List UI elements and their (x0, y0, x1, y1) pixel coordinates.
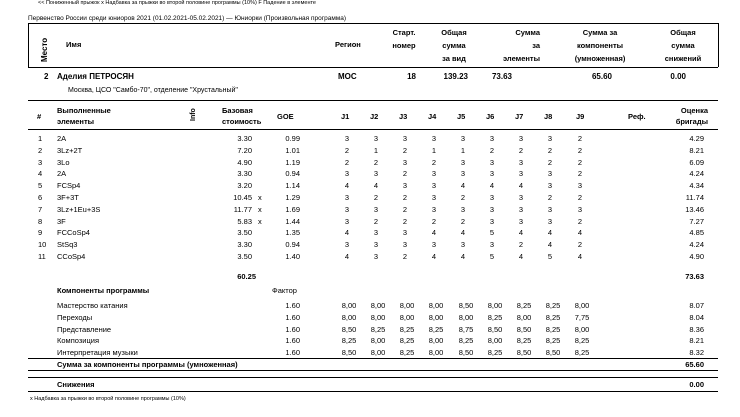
judge-5-score: 3 (460, 157, 466, 167)
base-value-header: Базовая стоимость (222, 106, 262, 126)
judge-1-score: 4 (344, 181, 350, 191)
judge-7-score: 4 (518, 228, 524, 238)
component-judge-5-score: 8,50 (458, 348, 474, 358)
component-judge-5-score: 8,25 (458, 336, 474, 346)
judge-9-score: 2 (577, 216, 583, 226)
judge-3-score: 2 (402, 204, 408, 214)
referee-header: Реф. (628, 112, 646, 121)
skater-place: 2 (44, 72, 49, 81)
element-row (0, 134, 740, 146)
judge-4-score: 3 (431, 193, 437, 202)
component-judge-5-score: 8,00 (458, 312, 474, 322)
component-judge-4-score: 8,00 (428, 301, 444, 310)
judge-7-score: 4 (518, 181, 524, 191)
judge-header-5: J5 (457, 112, 466, 121)
element-number: 7 (38, 204, 43, 214)
component-judge-4-score: 8,25 (428, 324, 444, 334)
element-base-value: 5.83 (237, 216, 252, 226)
component-judge-3-score: 8,25 (399, 348, 415, 358)
judge-2-score: 4 (373, 181, 379, 191)
element-goe: 1.44 (285, 216, 300, 226)
element-panel-score: 11.74 (685, 193, 704, 202)
judge-7-score: 3 (518, 169, 524, 179)
judge-5-score: 3 (460, 240, 466, 250)
component-judge-7-score: 8,50 (516, 348, 532, 358)
element-base-value: 3.30 (237, 169, 252, 179)
component-judge-6-score: 8,00 (487, 301, 503, 310)
component-factor: 1.60 (285, 324, 300, 334)
region-header: Регион (335, 40, 361, 49)
judge-1-score: 4 (344, 228, 350, 238)
judge-6-score: 3 (489, 134, 495, 143)
component-judge-3-score: 8,25 (399, 324, 415, 334)
judge-1-score: 3 (344, 240, 350, 250)
component-judge-9-score: 8,00 (574, 324, 590, 334)
summary-header-bottom-border (28, 67, 718, 68)
judge-header-9: J9 (576, 112, 585, 121)
component-judge-1-score: 8,25 (341, 336, 357, 346)
judge-1-score: 2 (344, 157, 350, 167)
judge-header-8: J8 (544, 112, 553, 121)
element-goe: 1.29 (285, 193, 300, 202)
component-panel-score: 8.07 (689, 301, 704, 310)
judge-9-score: 2 (577, 145, 583, 155)
judge-4-score: 3 (431, 240, 437, 250)
judge-2-score: 2 (373, 216, 379, 226)
element-row (0, 217, 740, 229)
element-row (0, 240, 740, 252)
judge-header-2: J2 (370, 112, 379, 121)
component-judge-3-score: 8,25 (399, 336, 415, 346)
judge-9-score: 2 (577, 134, 583, 143)
judge-8-score: 4 (547, 240, 553, 250)
component-panel-score: 8.36 (689, 324, 704, 334)
judge-5-score: 4 (460, 181, 466, 191)
element-panel-score: 13.46 (685, 204, 704, 214)
judge-8-score: 2 (547, 157, 553, 167)
component-judge-7-score: 8,00 (516, 312, 532, 322)
component-row (0, 301, 740, 313)
judge-9-score: 4 (577, 252, 583, 261)
competition-title: Первенство России среди юниоров 2021 (01.02.2021-05.02.2021) — Юниорки (Произвольная программа) (28, 15, 347, 22)
judge-5-score: 1 (460, 145, 466, 155)
component-factor: 1.60 (285, 301, 300, 310)
element-base-value: 11.77 (233, 204, 252, 214)
element-goe: 1.35 (285, 228, 300, 238)
skater-start-number: 18 (407, 72, 416, 81)
skater-name: Аделия ПЕТРОСЯН (57, 72, 134, 81)
place-header: Место (40, 37, 49, 62)
judge-9-score: 3 (577, 181, 583, 191)
element-bonus-mark: x (258, 204, 262, 214)
element-goe: 1.69 (285, 204, 300, 214)
element-base-value: 3.50 (237, 228, 252, 238)
judge-header-7: J7 (515, 112, 524, 121)
components-title: Компоненты программы (57, 286, 150, 295)
element-base-value: 3.30 (237, 134, 252, 143)
judge-7-score: 3 (518, 204, 524, 214)
element-goe: 0.94 (285, 169, 300, 179)
info-header: Info (190, 108, 197, 121)
element-number: 6 (38, 193, 43, 202)
element-name: 3F (57, 216, 66, 226)
component-judge-2-score: 8,25 (370, 324, 386, 334)
base-value-total: 60.25 (237, 272, 256, 281)
judge-9-score: 2 (577, 193, 583, 202)
component-judge-8-score: 8,25 (545, 312, 561, 322)
component-row (0, 336, 740, 348)
elements-total: 73.63 (685, 272, 704, 281)
judge-2-score: 3 (373, 228, 379, 238)
judge-4-score: 4 (431, 228, 437, 238)
total-score-header: Общая сумма за вид (441, 28, 467, 63)
component-judge-7-score: 8,50 (516, 324, 532, 334)
element-base-value: 3.20 (237, 181, 252, 191)
component-name: Интерпретация музыки (57, 348, 138, 358)
top-legend-note: << Пониженный прыжок x Надбавка за прыжки во второй половине программы (10%) F Падение в элементе (38, 0, 316, 6)
component-judge-7-score: 8,25 (516, 336, 532, 346)
deductions-top-border (28, 377, 718, 378)
component-factor: 1.60 (285, 348, 300, 358)
element-goe: 1.14 (285, 181, 300, 191)
element-panel-score: 6.09 (689, 157, 704, 167)
element-panel-score: 8.21 (689, 145, 704, 155)
judge-4-score: 1 (431, 145, 437, 155)
judge-6-score: 3 (489, 240, 495, 250)
judge-7-score: 2 (518, 145, 524, 155)
element-bonus-mark: x (258, 193, 262, 202)
panel-score-header: Оценка бригады (675, 106, 708, 126)
summary-right-border (718, 23, 719, 67)
element-number: 4 (38, 169, 43, 179)
skater-deductions: 0.00 (670, 72, 686, 81)
component-judge-2-score: 8,00 (370, 348, 386, 358)
component-factor: 1.60 (285, 312, 300, 322)
judge-7-score: 3 (518, 216, 524, 226)
elements-score-header: Сумма за элементы (502, 28, 540, 63)
component-name: Мастерство катания (57, 301, 128, 310)
judge-9-score: 2 (577, 157, 583, 167)
judge-1-score: 3 (344, 193, 350, 202)
component-judge-4-score: 8,00 (428, 312, 444, 322)
element-row (0, 169, 740, 181)
components-sum-bottom-border (28, 370, 718, 371)
judge-7-score: 4 (518, 252, 524, 261)
components-sum-label: Сумма за компоненты программы (умноженная) (57, 360, 238, 369)
judge-5-score: 4 (460, 228, 466, 238)
judge-9-score: 2 (577, 169, 583, 179)
judge-8-score: 3 (547, 169, 553, 179)
judge-4-score: 4 (431, 252, 437, 261)
element-number: 1 (38, 134, 43, 143)
component-judge-2-score: 8,00 (370, 301, 386, 310)
judge-header-3: J3 (399, 112, 408, 121)
judge-6-score: 5 (489, 228, 495, 238)
element-panel-score: 4.90 (689, 252, 704, 261)
component-panel-score: 8.21 (689, 336, 704, 346)
judge-header-1: J1 (341, 112, 350, 121)
element-panel-score: 4.85 (689, 228, 704, 238)
component-judge-8-score: 8,25 (545, 301, 561, 310)
judge-2-score: 3 (373, 169, 379, 179)
element-name: StSq3 (57, 240, 78, 250)
judge-2-score: 3 (373, 204, 379, 214)
factor-header: Фактор (272, 286, 297, 295)
judge-9-score: 4 (577, 228, 583, 238)
judge-9-score: 3 (577, 204, 583, 214)
element-panel-score: 4.24 (689, 240, 704, 250)
element-goe: 0.99 (285, 134, 300, 143)
component-judge-3-score: 8,00 (399, 301, 415, 310)
judge-5-score: 3 (460, 169, 466, 179)
element-goe: 1.40 (285, 252, 300, 261)
judge-8-score: 3 (547, 204, 553, 214)
component-name: Переходы (57, 312, 93, 322)
judge-1-score: 2 (344, 145, 350, 155)
element-number: 11 (38, 252, 46, 261)
judge-5-score: 3 (460, 134, 466, 143)
elements-header-bottom-border (28, 129, 718, 130)
judge-4-score: 3 (431, 169, 437, 179)
goe-header: GOE (277, 112, 294, 121)
component-judge-1-score: 8,00 (341, 301, 357, 310)
component-row (0, 313, 740, 325)
judge-4-score: 2 (431, 216, 437, 226)
judge-3-score: 3 (402, 181, 408, 191)
name-header: Имя (66, 40, 82, 49)
deductions-label: Снижения (57, 380, 95, 389)
deductions-value: 0.00 (689, 380, 704, 389)
judge-2-score: 2 (373, 157, 379, 167)
judge-1-score: 3 (344, 204, 350, 214)
element-row (0, 181, 740, 193)
component-judge-9-score: 8,25 (574, 348, 590, 358)
component-judge-1-score: 8,50 (341, 324, 357, 334)
element-name: CCoSp4 (57, 252, 86, 261)
judge-5-score: 3 (460, 204, 466, 214)
judge-8-score: 3 (547, 134, 553, 143)
components-sum-top-border (28, 358, 718, 359)
judge-6-score: 4 (489, 181, 495, 191)
judge-3-score: 3 (402, 134, 408, 143)
element-row (0, 146, 740, 158)
judge-2-score: 1 (373, 145, 379, 155)
element-row (0, 158, 740, 170)
component-judge-6-score: 8,00 (487, 336, 503, 346)
judge-7-score: 3 (518, 134, 524, 143)
judge-3-score: 2 (402, 145, 408, 155)
skater-club: Москва, ЦСО "Самбо-70", отделение "Хрустальный" (68, 87, 238, 94)
component-factor: 1.60 (285, 336, 300, 346)
judge-3-score: 3 (402, 240, 408, 250)
judge-1-score: 3 (344, 216, 350, 226)
summary-left-border (28, 23, 29, 67)
judge-6-score: 3 (489, 204, 495, 214)
deductions-bottom-border (28, 391, 718, 392)
element-panel-score: 4.34 (689, 181, 704, 191)
element-base-value: 3.30 (237, 240, 252, 250)
judge-6-score: 2 (489, 145, 495, 155)
bottom-legend-note: x Надбавка за прыжки во второй половине программы (10%) (30, 396, 186, 402)
judge-8-score: 5 (547, 252, 553, 261)
component-panel-score: 8.04 (689, 312, 704, 322)
deductions-header: Общая сумма снижений (664, 28, 702, 63)
component-judge-9-score: 8,25 (574, 336, 590, 346)
judge-1-score: 3 (344, 134, 350, 143)
judge-3-score: 3 (402, 228, 408, 238)
element-base-value: 10.45 (233, 193, 252, 202)
judge-2-score: 2 (373, 193, 379, 202)
components-score-header: Сумма за компоненты (умноженная) (574, 28, 626, 63)
element-number: 10 (38, 240, 47, 250)
element-header: Выполненные элементы (57, 106, 111, 126)
judge-4-score: 3 (431, 181, 437, 191)
component-name: Представление (57, 324, 112, 334)
judge-8-score: 3 (547, 216, 553, 226)
num-header: # (37, 112, 42, 121)
component-judge-4-score: 8,00 (428, 348, 444, 358)
component-judge-2-score: 8,00 (370, 336, 386, 346)
judge-header-6: J6 (486, 112, 495, 121)
element-name: 3Lo (57, 157, 70, 167)
element-panel-score: 4.29 (689, 134, 704, 143)
judge-8-score: 4 (547, 228, 553, 238)
skater-elements-score: 73.63 (491, 72, 512, 81)
judge-6-score: 5 (489, 252, 495, 261)
element-panel-score: 4.24 (689, 169, 704, 179)
skater-components-score: 65.60 (591, 72, 612, 81)
skater-region: МОС (338, 72, 357, 81)
component-judge-5-score: 8,50 (458, 301, 474, 310)
component-judge-5-score: 8,75 (458, 324, 474, 334)
judge-5-score: 2 (460, 193, 466, 202)
judge-9-score: 2 (577, 240, 583, 250)
judge-6-score: 3 (489, 157, 495, 167)
start-number-header: Старт. номер (392, 28, 416, 50)
component-judge-1-score: 8,00 (341, 312, 357, 322)
judge-6-score: 3 (489, 169, 495, 179)
element-row (0, 205, 740, 217)
components-sum-value: 65.60 (685, 360, 704, 369)
element-row (0, 252, 740, 264)
element-number: 9 (38, 228, 43, 238)
component-judge-6-score: 8,50 (487, 324, 503, 334)
judge-3-score: 2 (402, 169, 408, 179)
component-judge-8-score: 8,25 (545, 324, 561, 334)
element-number: 2 (38, 145, 43, 155)
judge-7-score: 3 (518, 157, 524, 167)
element-row (0, 193, 740, 205)
judge-6-score: 3 (489, 193, 495, 202)
element-base-value: 7.20 (237, 145, 252, 155)
judge-1-score: 4 (344, 252, 350, 261)
component-judge-9-score: 8,00 (574, 301, 590, 310)
component-judge-6-score: 8,25 (487, 348, 503, 358)
judge-4-score: 2 (431, 157, 437, 167)
judge-4-score: 3 (431, 134, 437, 143)
element-base-value: 4.90 (237, 157, 252, 167)
element-name: FCSp4 (57, 181, 81, 191)
component-name: Композиция (57, 336, 100, 346)
component-judge-6-score: 8,25 (487, 312, 503, 322)
judge-7-score: 3 (518, 193, 524, 202)
element-number: 3 (38, 157, 43, 167)
judge-2-score: 3 (373, 240, 379, 250)
judge-1-score: 3 (344, 169, 350, 179)
judge-8-score: 2 (547, 193, 553, 202)
summary-top-border (28, 23, 718, 24)
component-judge-7-score: 8,25 (516, 301, 532, 310)
component-panel-score: 8.32 (689, 348, 704, 358)
component-judge-8-score: 8,50 (545, 348, 561, 358)
component-row (0, 325, 740, 337)
judge-5-score: 4 (460, 252, 466, 261)
judge-3-score: 2 (402, 216, 408, 226)
judge-2-score: 3 (373, 252, 379, 261)
component-judge-4-score: 8,00 (428, 336, 444, 346)
element-bonus-mark: x (258, 216, 262, 226)
element-goe: 1.19 (285, 157, 300, 167)
elements-header-top-border (28, 100, 718, 101)
element-panel-score: 7.27 (689, 216, 704, 226)
judge-4-score: 3 (431, 204, 437, 214)
component-judge-2-score: 8,00 (370, 312, 386, 322)
skater-total-score: 139.23 (443, 72, 468, 81)
element-goe: 1.01 (285, 145, 300, 155)
judge-3-score: 3 (402, 157, 408, 167)
element-row (0, 228, 740, 240)
judge-3-score: 2 (402, 252, 408, 261)
component-judge-1-score: 8,50 (341, 348, 357, 358)
element-name: 2A (57, 169, 67, 179)
element-name: FCCoSp4 (57, 228, 90, 238)
component-judge-9-score: 7,75 (574, 312, 590, 322)
component-judge-3-score: 8,00 (399, 312, 415, 322)
element-name: 2A (57, 134, 67, 143)
judge-5-score: 2 (460, 216, 466, 226)
element-name: 3Lz+2T (57, 145, 83, 155)
judge-8-score: 2 (547, 145, 553, 155)
element-name: 3Lz+1Eu+3S (57, 204, 101, 214)
element-base-value: 3.50 (237, 252, 252, 261)
element-number: 5 (38, 181, 43, 191)
element-goe: 0.94 (285, 240, 300, 250)
judge-8-score: 3 (547, 181, 553, 191)
judge-header-4: J4 (428, 112, 437, 121)
element-name: 3F+3T (57, 193, 79, 202)
judge-3-score: 2 (402, 193, 408, 202)
element-number: 8 (38, 216, 43, 226)
component-judge-8-score: 8,25 (545, 336, 561, 346)
judge-7-score: 2 (518, 240, 524, 250)
judge-6-score: 3 (489, 216, 495, 226)
judge-2-score: 3 (373, 134, 379, 143)
